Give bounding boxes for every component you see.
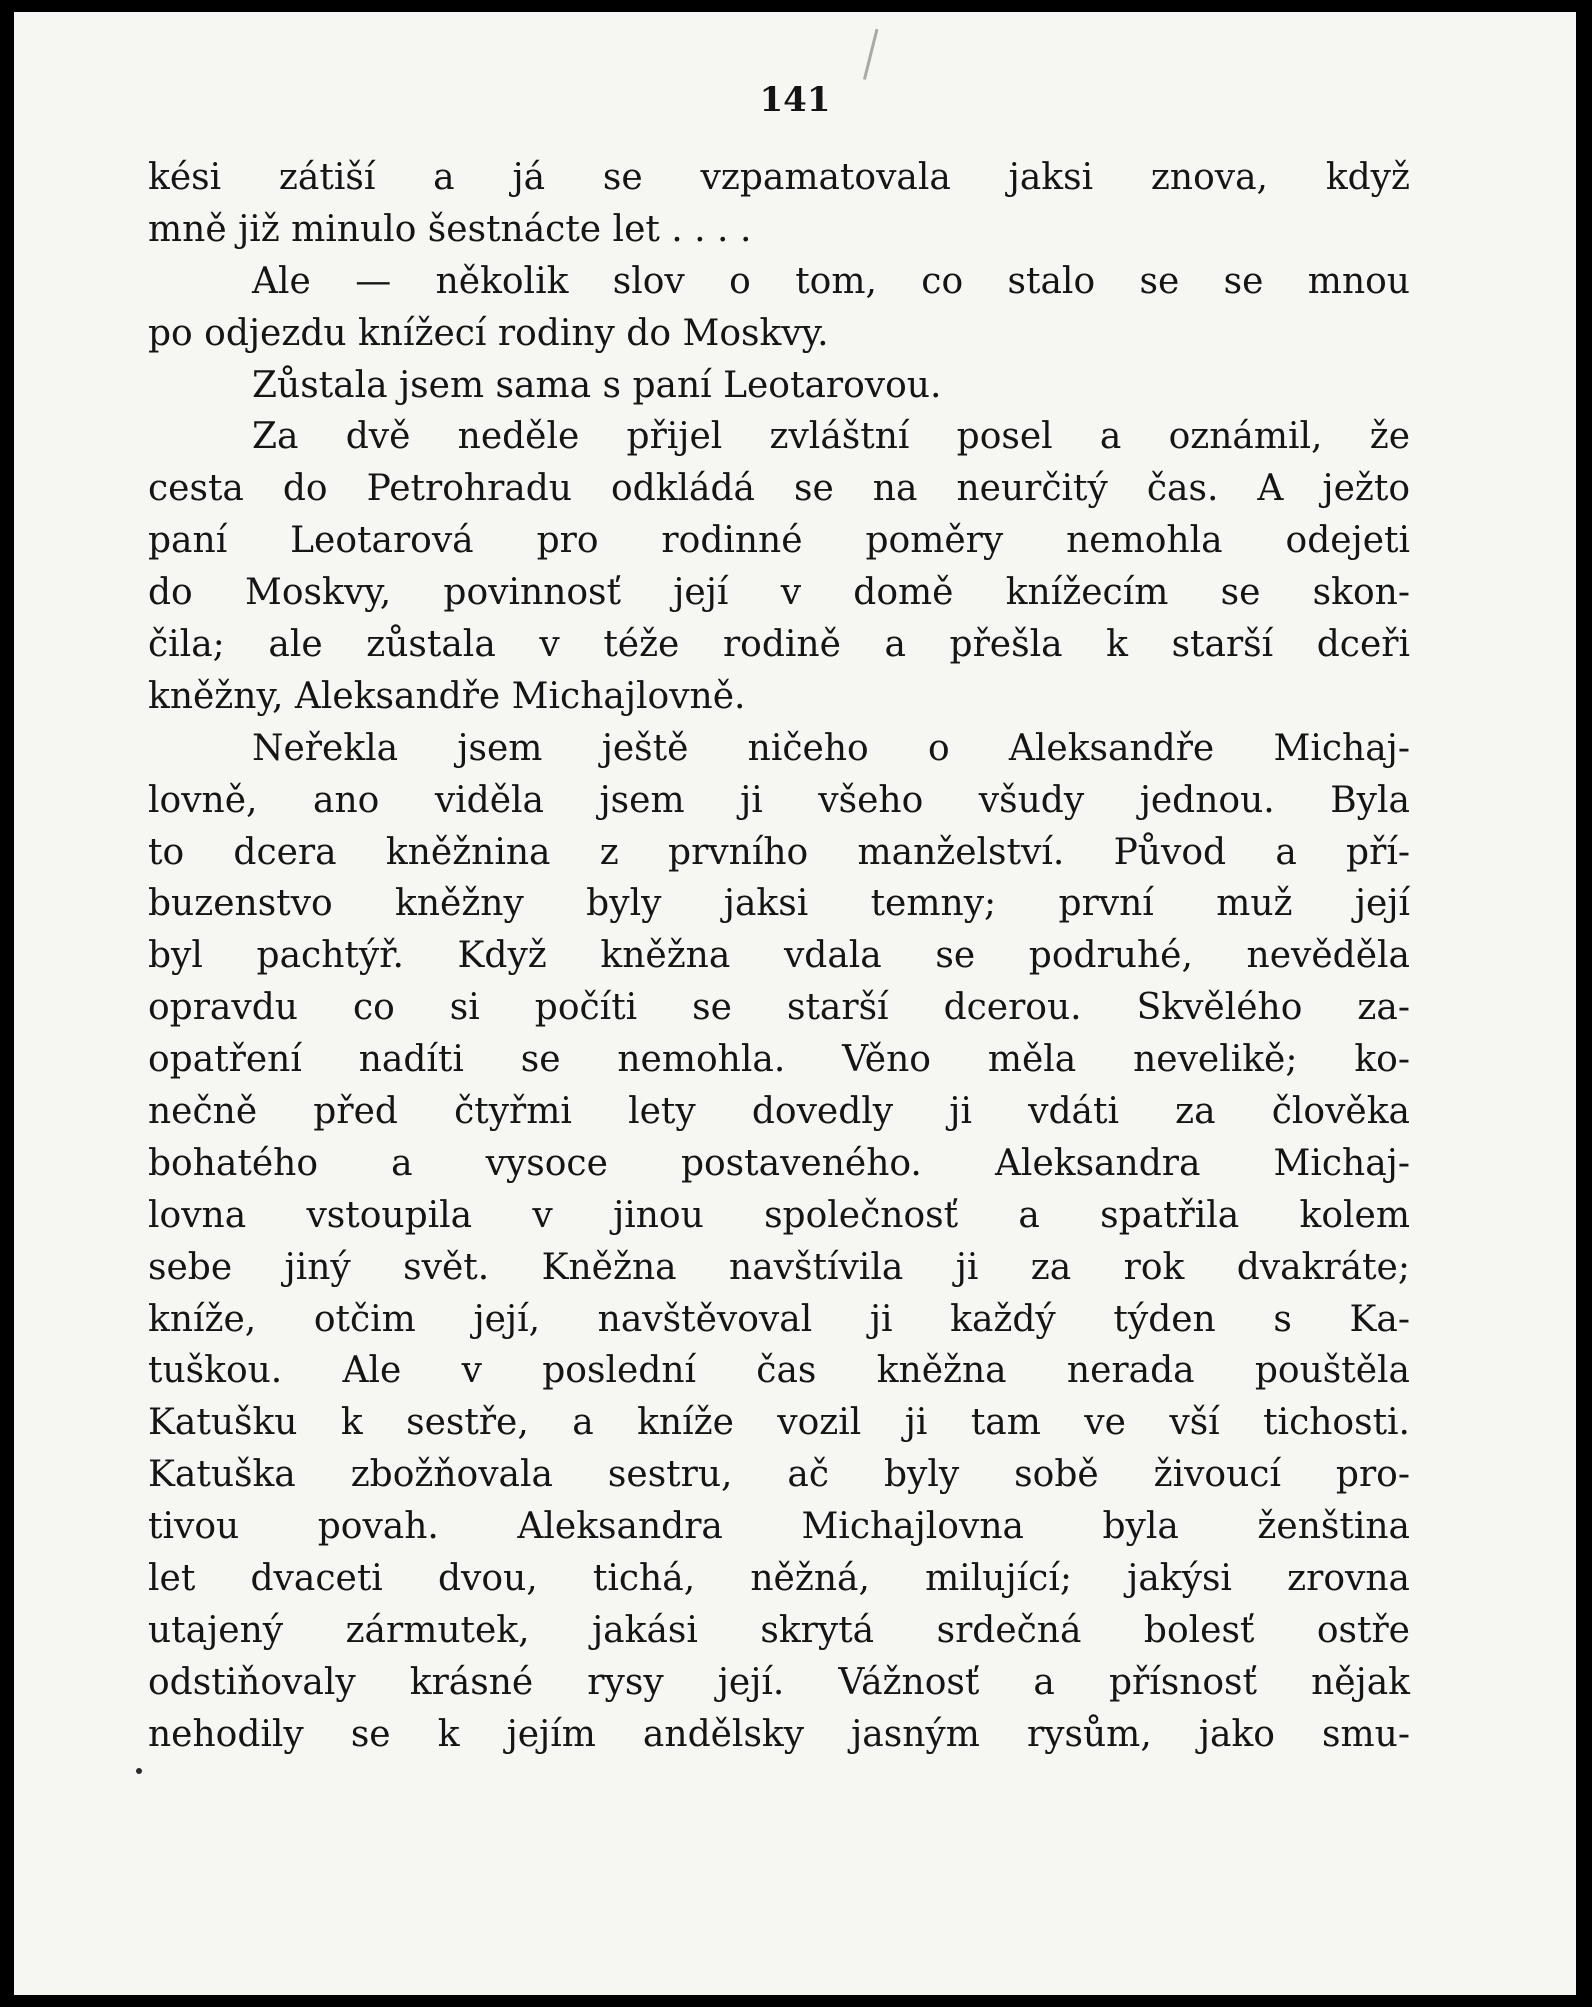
- text-line: tivou povah. Aleksandra Michajlovna byla ženština: [148, 1506, 1410, 1548]
- body-text: [148, 152, 1410, 1761]
- text-line: utajený zármutek, jakási skrytá srdečná bolesť ostře: [148, 1609, 1410, 1651]
- pencil-mark: [863, 29, 892, 84]
- text-line: kési zátiší a já se vzpamatovala jaksi znova, když: [148, 157, 1410, 198]
- text-line: Katuška zbožňovala sestru, ač byly sobě živoucí pro-: [148, 1454, 1410, 1496]
- text-line: kněžny, Aleksandře Michajlovně.: [148, 675, 746, 717]
- text-line: buzenstvo kněžny byly jaksi temny; první muž její: [148, 883, 1410, 925]
- text-line: čila; ale zůstala v téže rodině a přešla k starší dceři: [148, 624, 1410, 666]
- text-line: cesta do Petrohradu odkládá se na neurčitý čas. A ježto: [148, 468, 1410, 510]
- text-line: kníže, otčim její, navštěvoval ji každý týden s Ka-: [148, 1298, 1410, 1340]
- text-line: mně již minulo šestnácte let . . . .: [148, 208, 752, 250]
- text-line: byl pachtýř. Když kněžna vdala se podruhé, nevěděla: [148, 935, 1410, 977]
- text-line: po odjezdu knížecí rodiny do Moskvy.: [148, 312, 829, 354]
- text-line: lovně, ano viděla jsem ji všeho všudy jednou. Byla: [148, 779, 1410, 821]
- text-line: paní Leotarová pro rodinné poměry nemohla odejeti: [148, 520, 1410, 562]
- text-line: lovna vstoupila v jinou společnosť a spatřila kolem: [148, 1194, 1410, 1236]
- text-line: opravdu co si počíti se starší dcerou. Skvělého za-: [148, 987, 1410, 1029]
- text-line: Ale — několik slov o tom, co stalo se se mnou: [252, 260, 1410, 302]
- text-line: Zůstala jsem sama s paní Leotarovou.: [252, 364, 942, 406]
- text-line: Katušku k sestře, a kníže vozil ji tam ve vší tichosti.: [148, 1402, 1410, 1444]
- text-line: let dvaceti dvou, tichá, něžná, milující; jakýsi zrovna: [148, 1558, 1410, 1600]
- text-line: do Moskvy, povinnosť její v domě knížecím se skon-: [148, 572, 1410, 614]
- text-line: opatření nadíti se nemohla. Věno měla nevelikě; ko-: [148, 1039, 1410, 1081]
- text-line: to dcera kněžnina z prvního manželství. Původ a pří-: [148, 831, 1410, 873]
- text-line: nečně před čtyřmi lety dovedly ji vdáti za člověka: [148, 1091, 1410, 1133]
- text-line: odstiňovaly krásné rysy její. Vážnosť a přísnosť nějak: [148, 1661, 1410, 1703]
- text-line: nehodily se k jejím andělsky jasným rysům, jako smu-: [148, 1713, 1410, 1755]
- text-line: Neřekla jsem ještě ničeho o Aleksandře Michaj-: [252, 727, 1410, 769]
- text-line: tuškou. Ale v poslední čas kněžna nerada pouštěla: [148, 1350, 1410, 1392]
- book-page: [14, 12, 1576, 1995]
- text-line: sebe jiný svět. Kněžna navštívila ji za rok dvakráte;: [148, 1246, 1410, 1288]
- ink-speck: [136, 1768, 142, 1774]
- text-line: Za dvě neděle přijel zvláštní posel a oznámil, že: [252, 416, 1410, 458]
- text-line: bohatého a vysoce postaveného. Aleksandra Michaj-: [148, 1142, 1410, 1184]
- page-number: 141: [759, 80, 831, 120]
